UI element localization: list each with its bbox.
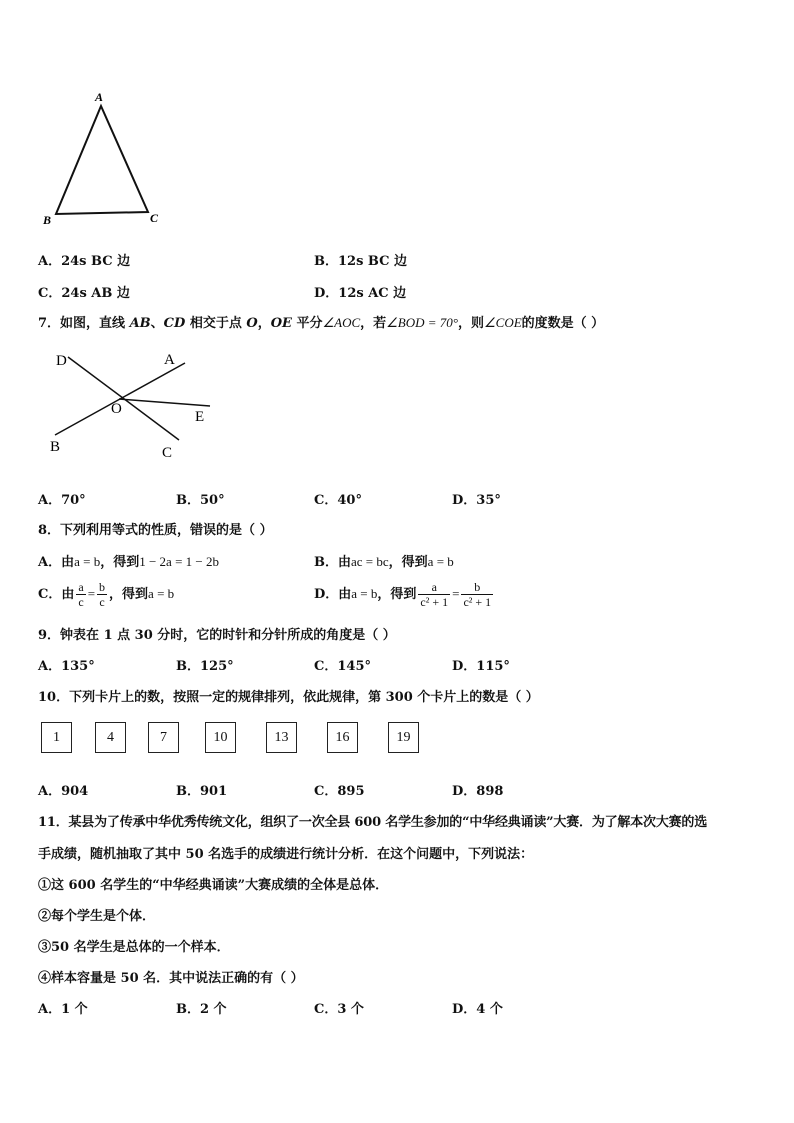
q7-sep2: ， [257,316,271,331]
q7-stem-mid4: ，则 [457,316,484,331]
q9-stem: 9．钟表在 1 点 30 分时，它的时针和分针所成的角度是（ ） [38,628,396,643]
q8-d-eq: = [452,586,460,601]
q7-stem-mid2: 平分 [291,316,323,331]
q8-c-num2: b [99,580,106,594]
q8-a-math2: 1 − 2a = 1 − 2b [139,554,219,569]
q8-c-fraction2 [97,580,107,609]
q7-line-cd: CD [163,316,186,331]
number-card: 4 [95,722,126,753]
q8-d-prefix: D．由 [314,587,352,602]
q7-stem-mid1: 相交于点 [185,316,247,331]
q11-statement-4: ④样本容量是 50 名．其中说法正确的有（ ） [38,971,304,986]
q8-c-eq: = [87,586,96,601]
point-o-label: O [111,401,122,417]
q8-d-math1: a = b [351,586,378,601]
point-e-label: E [195,409,205,425]
q8-c-mid: ，得到 [109,587,149,602]
point-a-label: A [164,352,175,368]
number-card: 10 [205,722,236,753]
q9-option-d[interactable]: D．115° [452,659,510,674]
q11-statement-3: ③50 名学生是总体的一个样本． [38,940,230,955]
q10-option-c[interactable]: C．895 [314,784,365,799]
q8-d-num2: b [461,580,493,595]
point-d-label: D [56,353,67,369]
q8-c-math2: a = b [148,586,175,601]
q8-d-fraction1 [418,580,450,609]
q9-option-c[interactable]: C．145° [314,659,371,674]
q11-stem-line1: 11．某县为了传承中华优秀传统文化，组织了一次全县 600 名学生参加的“中华经典诵读”大赛．为了解本次大赛的选 [38,815,708,830]
q11-statement-2: ②每个学生是个体． [38,909,156,924]
number-card: 13 [266,722,297,753]
q7-stem [38,312,604,331]
q7-angle-aoc: ∠AOC [322,315,361,330]
q8-d-num1: a [418,580,450,595]
q7-option-a[interactable]: A．70° [38,493,86,508]
point-b-label: B [50,439,61,455]
q6-option-b[interactable]: B．12s BC 边 [314,254,408,269]
intersecting-lines-figure [40,340,220,465]
q6-option-a[interactable]: A．24s BC 边 [38,254,131,269]
number-card: 1 [41,722,72,753]
q11-option-d[interactable]: D．4 个 [452,1002,503,1017]
q8-option-d[interactable] [314,580,495,609]
q7-stem-number: 7．如图，直线 [38,316,130,331]
q10-option-b[interactable]: B．901 [176,784,228,799]
q7-sep1: 、 [150,316,164,331]
q6-option-d[interactable]: D．12s AC 边 [314,286,407,301]
q11-option-c[interactable]: C．3 个 [314,1002,364,1017]
q7-stem-end: 的度数是（ ） [521,316,605,331]
q7-option-c[interactable]: C．40° [314,493,362,508]
q7-angle-bod: ∠BOD = 70° [386,315,458,330]
q8-option-b[interactable] [314,551,454,570]
q8-option-a[interactable] [38,551,219,570]
q8-c-den2: c [99,595,105,609]
q6-option-c[interactable]: C．24s AB 边 [38,286,130,301]
q8-a-mid: ，得到 [100,555,140,570]
q10-option-a[interactable]: A．904 [38,784,89,799]
q8-c-fraction1 [76,580,85,609]
q11-stem-line2: 手成绩，随机抽取了其中 50 名选手的成绩进行统计分析．在这个问题中，下列说法： [38,847,534,862]
q9-option-a[interactable]: A．135° [38,659,95,674]
q8-option-c[interactable] [38,580,174,609]
q8-c-prefix: C．由 [38,587,75,602]
q11-option-b[interactable]: B．2 个 [176,1002,227,1017]
q7-point-o: O [246,316,258,331]
q8-b-math1: ac = bc [351,554,389,569]
q8-a-math1: a = b [74,554,101,569]
q9-option-b[interactable]: B．125° [176,659,234,674]
q8-d-den1: c² + 1 [420,595,449,609]
q8-d-mid: ，得到 [377,587,417,602]
triangle-abc [56,106,148,214]
q7-option-d[interactable]: D．35° [452,493,501,508]
q10-option-d[interactable]: D．898 [452,784,504,799]
q8-b-mid: ，得到 [388,555,428,570]
q8-c-den1: c [78,595,84,609]
q8-d-fraction2 [461,580,493,609]
q8-stem: 8．下列利用等式的性质，错误的是（ ） [38,523,273,538]
q7-stem-mid3: ，若 [360,316,387,331]
number-card: 19 [388,722,419,753]
q7-line-ab: AB [129,316,151,331]
q7-angle-coe: ∠COE [484,315,522,330]
q7-ray-oe: OE [270,316,292,331]
line-cd [68,357,179,440]
q8-d-den2: c² + 1 [463,595,492,609]
q11-option-a[interactable]: A．1 个 [38,1002,88,1017]
q8-b-prefix: B．由 [314,555,351,570]
q11-statement-1: ①这 600 名学生的“中华经典诵读”大赛成绩的全体是总体． [38,878,389,893]
vertex-c-label: C [150,211,159,225]
vertex-b-label: B [43,213,52,227]
number-card: 16 [327,722,358,753]
q8-b-math2: a = b [427,554,454,569]
number-card: 7 [148,722,179,753]
q7-option-b[interactable]: B．50° [176,493,225,508]
q8-a-prefix: A．由 [38,555,75,570]
q10-stem: 10．下列卡片上的数，按照一定的规律排列，依此规律，第 300 个卡片上的数是（ ） [38,690,539,705]
vertex-a-label: A [95,90,104,104]
triangle-figure [38,88,168,233]
point-c-label: C [162,445,173,461]
q8-c-num1: a [78,580,84,594]
